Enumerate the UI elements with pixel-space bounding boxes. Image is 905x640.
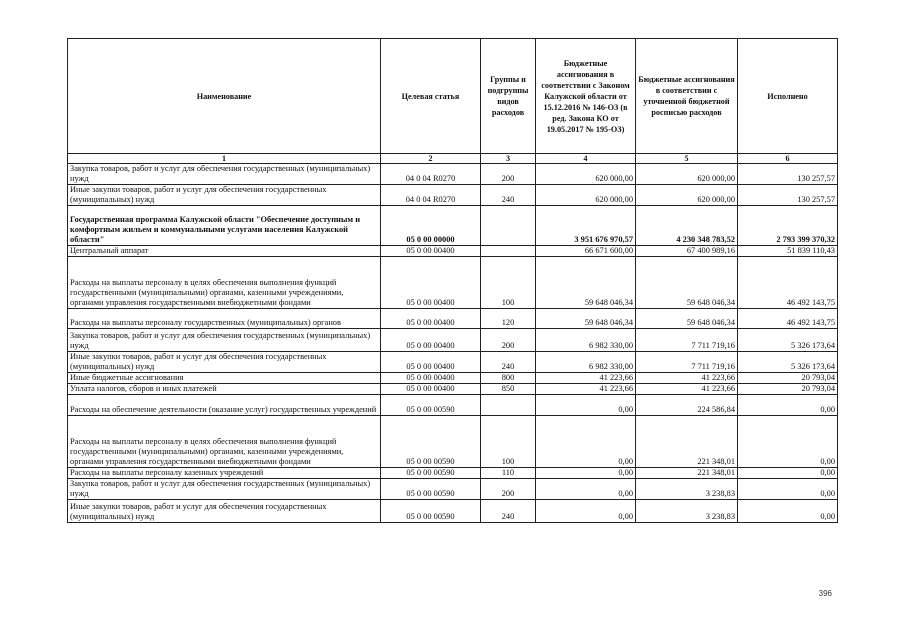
row-expense-group-cell: 240 (481, 500, 536, 523)
row-target-code-cell: 05 0 00 00590 (381, 479, 481, 500)
row-expense-group-cell: 240 (481, 185, 536, 206)
table-row (68, 395, 838, 416)
row-executed-amount-cell: 51 839 110,43 (738, 246, 838, 257)
column-number: 1 (68, 154, 381, 164)
row-executed-amount-cell: 130 257,57 (738, 164, 838, 185)
row-refined-amount-cell: 7 711 719,16 (636, 352, 738, 373)
table-body (68, 164, 838, 523)
row-name-cell: Расходы на выплаты персоналу государственных (муниципальных) органов (68, 309, 381, 329)
row-executed-amount-cell: 46 492 143,75 (738, 309, 838, 329)
row-refined-amount-cell: 67 400 989,16 (636, 246, 738, 257)
page-number: 396 (818, 589, 832, 598)
row-name-cell: Центральный аппарат (68, 246, 381, 257)
row-target-code-cell: 05 0 00 00000 (381, 206, 481, 246)
row-refined-amount-cell: 4 230 348 783,52 (636, 206, 738, 246)
row-refined-amount-cell: 3 238,83 (636, 479, 738, 500)
row-name-cell: Расходы на обеспечение деятельности (оказание услуг) государственных учреждений (68, 395, 381, 416)
row-target-code-cell: 05 0 00 00590 (381, 395, 481, 416)
table-row (68, 479, 838, 500)
row-expense-group-cell: 120 (481, 309, 536, 329)
row-refined-amount-cell: 221 348,01 (636, 416, 738, 468)
row-target-code-cell: 05 0 00 00400 (381, 309, 481, 329)
column-number: 6 (738, 154, 838, 164)
row-target-code-cell: 05 0 00 00400 (381, 352, 481, 373)
table-row (68, 329, 838, 352)
row-expense-group-cell: 850 (481, 384, 536, 395)
row-law-amount-cell: 59 648 046,34 (536, 257, 636, 309)
row-expense-group-cell: 100 (481, 416, 536, 468)
table-row (68, 416, 838, 468)
row-executed-amount-cell: 0,00 (738, 468, 838, 479)
row-law-amount-cell: 0,00 (536, 416, 636, 468)
row-law-amount-cell: 0,00 (536, 468, 636, 479)
row-expense-group-cell: 240 (481, 352, 536, 373)
row-law-amount-cell: 620 000,00 (536, 164, 636, 185)
row-law-amount-cell: 620 000,00 (536, 185, 636, 206)
header-refined-allocations: Бюджетные ассигнования в соответствии с уточненной бюджетной росписью расходов (636, 39, 738, 154)
row-name-cell: Иные закупки товаров, работ и услуг для обеспечения государственных (муниципальных) нужд (68, 185, 381, 206)
row-refined-amount-cell: 620 000,00 (636, 185, 738, 206)
row-refined-amount-cell: 7 711 719,16 (636, 329, 738, 352)
column-number: 4 (536, 154, 636, 164)
row-executed-amount-cell: 0,00 (738, 479, 838, 500)
row-executed-amount-cell: 20 793,04 (738, 373, 838, 384)
header-row (68, 39, 838, 154)
table-row (68, 246, 838, 257)
table-row (68, 352, 838, 373)
row-target-code-cell: 05 0 00 00400 (381, 384, 481, 395)
column-number-row (68, 154, 838, 164)
row-name-cell: Расходы на выплаты персоналу казенных учреждений (68, 468, 381, 479)
row-law-amount-cell: 41 223,66 (536, 373, 636, 384)
row-refined-amount-cell: 59 648 046,34 (636, 309, 738, 329)
column-number: 3 (481, 154, 536, 164)
row-name-cell: Иные закупки товаров, работ и услуг для обеспечения государственных (муниципальных) нужд (68, 352, 381, 373)
row-name-cell: Закупка товаров, работ и услуг для обеспечения государственных (муниципальных) нужд (68, 479, 381, 500)
row-refined-amount-cell: 41 223,66 (636, 384, 738, 395)
header-expense-groups: Группы и подгруппы видов расходов (481, 39, 536, 154)
table-row (68, 257, 838, 309)
row-target-code-cell: 04 0 04 R0270 (381, 185, 481, 206)
row-target-code-cell: 05 0 00 00590 (381, 500, 481, 523)
row-name-cell: Закупка товаров, работ и услуг для обеспечения государственных (муниципальных) нужд (68, 329, 381, 352)
row-expense-group-cell: 200 (481, 164, 536, 185)
row-executed-amount-cell: 0,00 (738, 395, 838, 416)
header-law-allocations: Бюджетные ассигнования в соответствии с Законом Калужской области от 15.12.2016 № 146-ОЗ (в ред. Закона КО от 19.05.2017 № 195-ОЗ) (536, 39, 636, 154)
row-executed-amount-cell: 5 326 173,64 (738, 352, 838, 373)
row-target-code-cell: 04 0 04 R0270 (381, 164, 481, 185)
table-row (68, 164, 838, 185)
row-refined-amount-cell: 3 238,83 (636, 500, 738, 523)
row-expense-group-cell: 800 (481, 373, 536, 384)
column-number: 2 (381, 154, 481, 164)
row-target-code-cell: 05 0 00 00400 (381, 246, 481, 257)
row-name-cell: Уплата налогов, сборов и иных платежей (68, 384, 381, 395)
row-name-cell: Государственная программа Калужской области "Обеспечение доступным и комфортным жильем и коммунальными услугами населения Калужской области" (68, 206, 381, 246)
row-expense-group-cell (481, 246, 536, 257)
row-law-amount-cell: 59 648 046,34 (536, 309, 636, 329)
row-law-amount-cell: 0,00 (536, 479, 636, 500)
table-row (68, 206, 838, 246)
row-expense-group-cell: 100 (481, 257, 536, 309)
row-name-cell: Закупка товаров, работ и услуг для обеспечения государственных (муниципальных) нужд (68, 164, 381, 185)
header-target-article: Целевая статья (381, 39, 481, 154)
table-row (68, 185, 838, 206)
row-expense-group-cell (481, 395, 536, 416)
row-law-amount-cell: 41 223,66 (536, 384, 636, 395)
table-row (68, 384, 838, 395)
row-target-code-cell: 05 0 00 00400 (381, 329, 481, 352)
header-executed: Исполнено (738, 39, 838, 154)
row-expense-group-cell: 110 (481, 468, 536, 479)
header-name: Наименование (68, 39, 381, 154)
table-row (68, 373, 838, 384)
row-name-cell: Иные закупки товаров, работ и услуг для обеспечения государственных (муниципальных) нужд (68, 500, 381, 523)
row-target-code-cell: 05 0 00 00590 (381, 468, 481, 479)
row-executed-amount-cell: 130 257,57 (738, 185, 838, 206)
table-row (68, 500, 838, 523)
row-refined-amount-cell: 221 348,01 (636, 468, 738, 479)
row-law-amount-cell: 66 671 600,00 (536, 246, 636, 257)
row-executed-amount-cell: 2 793 399 370,32 (738, 206, 838, 246)
row-law-amount-cell: 6 982 330,00 (536, 352, 636, 373)
row-target-code-cell: 05 0 00 00400 (381, 257, 481, 309)
column-number: 5 (636, 154, 738, 164)
row-name-cell: Расходы на выплаты персоналу в целях обеспечения выполнения функций государственными (муниципальными) органами, казенными учреждениями, органами управления государственными внебюджетными фондами (68, 257, 381, 309)
row-executed-amount-cell: 0,00 (738, 500, 838, 523)
row-refined-amount-cell: 620 000,00 (636, 164, 738, 185)
row-expense-group-cell: 200 (481, 479, 536, 500)
table-row (68, 468, 838, 479)
row-executed-amount-cell: 0,00 (738, 416, 838, 468)
row-law-amount-cell: 6 982 330,00 (536, 329, 636, 352)
row-law-amount-cell: 0,00 (536, 500, 636, 523)
row-refined-amount-cell: 41 223,66 (636, 373, 738, 384)
budget-table (67, 38, 838, 523)
row-expense-group-cell (481, 206, 536, 246)
table-row (68, 309, 838, 329)
row-expense-group-cell: 200 (481, 329, 536, 352)
row-target-code-cell: 05 0 00 00590 (381, 416, 481, 468)
row-refined-amount-cell: 59 648 046,34 (636, 257, 738, 309)
row-executed-amount-cell: 5 326 173,64 (738, 329, 838, 352)
row-refined-amount-cell: 224 586,84 (636, 395, 738, 416)
row-law-amount-cell: 0,00 (536, 395, 636, 416)
row-executed-amount-cell: 46 492 143,75 (738, 257, 838, 309)
row-law-amount-cell: 3 951 676 970,57 (536, 206, 636, 246)
row-name-cell: Иные бюджетные ассигнования (68, 373, 381, 384)
row-executed-amount-cell: 20 793,04 (738, 384, 838, 395)
row-name-cell: Расходы на выплаты персоналу в целях обеспечения выполнения функций государственными (муниципальными) органами, казенными учреждениями, органами управления государственными внебюджетными фондами (68, 416, 381, 468)
row-target-code-cell: 05 0 00 00400 (381, 373, 481, 384)
